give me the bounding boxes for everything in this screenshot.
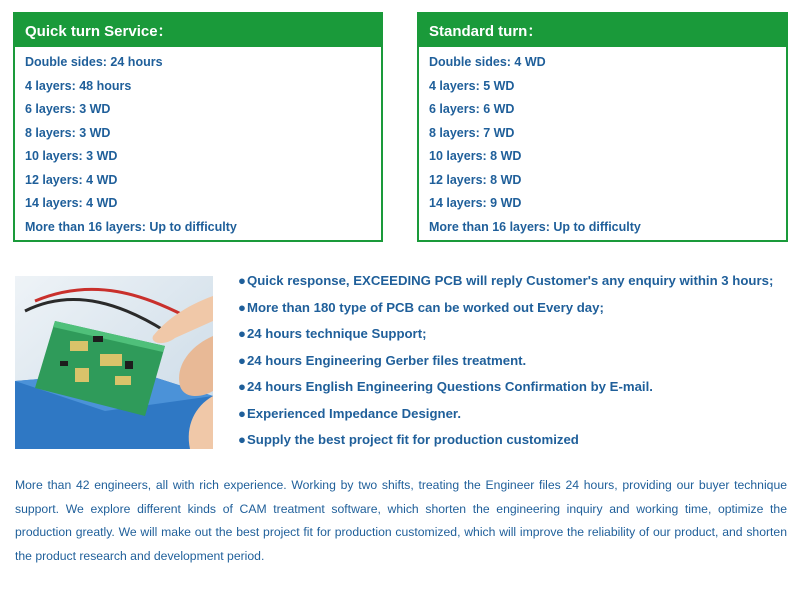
list-item: 8 layers: 3 WD	[25, 125, 111, 140]
list-item: 12 layers: 4 WD	[25, 172, 118, 187]
list-item: Double sides: 24 hours	[25, 55, 163, 69]
pcb-testing-photo	[15, 276, 213, 449]
quick-turn-title: Quick turn Service：	[15, 14, 381, 47]
list-item: 14 layers: 9 WD	[429, 196, 522, 210]
list-item: Double sides: 4 WD	[429, 55, 546, 69]
standard-turn-list	[419, 47, 786, 239]
list-item: More than 16 layers: Up to difficulty	[429, 219, 641, 234]
list-item: 14 layers: 4 WD	[25, 196, 118, 210]
bullet-icon: ●	[238, 352, 246, 368]
standard-turn-title: Standard turn：	[419, 14, 786, 47]
list-item: More than 16 layers: Up to difficulty	[25, 219, 237, 234]
bullet-icon: ●	[238, 405, 246, 421]
bullet-icon: ●	[238, 432, 246, 447]
bullet-icon: ●	[238, 326, 246, 341]
list-item: 6 layers: 6 WD	[429, 102, 515, 116]
bullet-icon: ●	[238, 379, 246, 394]
features-list	[238, 268, 793, 454]
list-item: 6 layers: 3 WD	[25, 102, 111, 116]
feature-item: ●24 hours Engineering Gerber files treatment.	[238, 352, 527, 368]
list-item: 10 layers: 8 WD	[429, 149, 522, 163]
quick-turn-panel	[13, 12, 383, 242]
feature-item: ●Experienced Impedance Designer.	[238, 405, 461, 421]
pcb-testing-illustration	[15, 276, 213, 449]
list-item: 4 layers: 48 hours	[25, 78, 132, 93]
list-item: 8 layers: 7 WD	[429, 125, 515, 140]
bullet-icon: ●	[238, 273, 246, 288]
quick-turn-list	[15, 47, 381, 239]
feature-item: ●More than 180 type of PCB can be worked out Every day;	[238, 299, 604, 315]
feature-item: ●Quick response, EXCEEDING PCB will reply Customer's any enquiry within 3 hours;	[238, 273, 774, 288]
bullet-icon: ●	[238, 299, 246, 315]
list-item: 12 layers: 8 WD	[429, 172, 522, 187]
list-item: 10 layers: 3 WD	[25, 149, 118, 163]
list-item: 4 layers: 5 WD	[429, 78, 515, 93]
standard-turn-panel	[417, 12, 788, 242]
feature-item: ●Supply the best project fit for production customized	[238, 432, 579, 447]
feature-item: ●24 hours technique Support;	[238, 326, 427, 341]
description-paragraph: More than 42 engineers, all with rich experience. Working by two shifts, treating the Engineer files 24 hours, providing our buyer technique support. We explore different kinds of CAM treatment software, which shorten the engineering inquiry and working time, optimize the production greatly. We will make out the best project fit for production customized, which will improve the reliability of our product, and shorten the product research and development period.	[15, 478, 787, 563]
feature-item: ●24 hours English Engineering Questions Confirmation by E-mail.	[238, 379, 653, 394]
